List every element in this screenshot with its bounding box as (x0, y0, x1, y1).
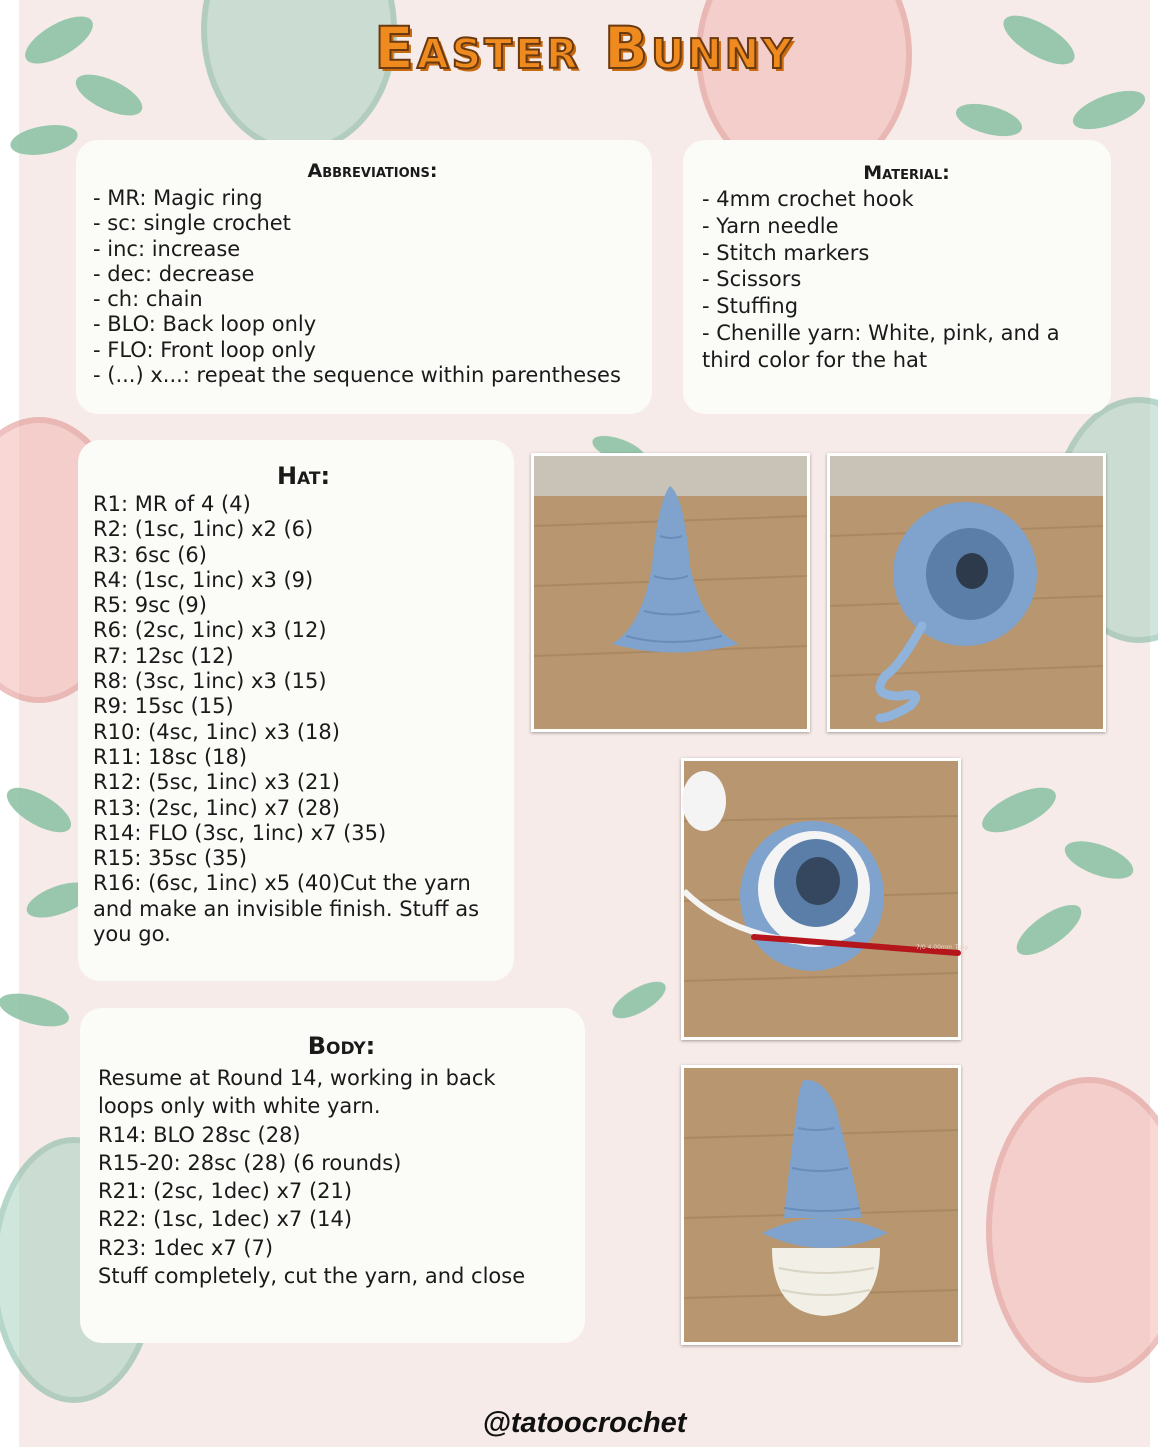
list-item: - MR: Magic ring (93, 186, 263, 210)
list-item: R5: 9sc (9) (93, 593, 207, 618)
hat-card (78, 440, 514, 981)
list-item: - Yarn needle (702, 213, 839, 238)
list-item: R3: 6sc (6) (93, 542, 207, 567)
list-item: - (...) x...: repeat the sequence within parentheses (93, 363, 621, 388)
material-heading: Material: (863, 162, 950, 184)
list-item: R23: 1dec x7 (7) (98, 1235, 274, 1260)
list-item: R16: (6sc, 1inc) x5 (40)Cut the yarn and make an invisible finish. Stuff as you go. (93, 871, 480, 947)
list-item: R2: (1sc, 1inc) x2 (6) (93, 517, 314, 542)
list-item: - ch: chain (93, 287, 203, 312)
list-item: R8: (3sc, 1inc) x3 (15) (93, 669, 327, 694)
body-heading: Body: (307, 1032, 376, 1060)
hat-with-body-photo (681, 1065, 961, 1345)
list-item: - BLO: Back loop only (93, 312, 317, 337)
list-item: R10: (4sc, 1inc) x3 (18) (93, 719, 340, 744)
list-item: R21: (2sc, 1dec) x7 (21) (98, 1179, 353, 1204)
list-item: R14: FLO (3sc, 1inc) x7 (35) (93, 820, 387, 845)
hook-size-label: 7/0 4.00mm Tulip (916, 944, 969, 951)
hat-cone-photo (531, 453, 810, 732)
material-list (702, 186, 1111, 374)
list-item: R14: BLO 28sc (28) (98, 1122, 301, 1147)
hat-with-hook-photo (681, 758, 969, 1040)
hat-heading: Hat: (276, 462, 331, 490)
abbreviations-card (76, 140, 652, 414)
list-item: R15: 35sc (35) (93, 846, 248, 871)
list-item: - sc: single crochet (93, 211, 291, 236)
list-item: R22: (1sc, 1dec) x7 (14) (98, 1207, 353, 1232)
list-item: - Stitch markers (702, 240, 870, 265)
pattern-page (19, 0, 1150, 1447)
list-item: R9: 15sc (15) (93, 694, 234, 719)
list-item: Stuff completely, cut the yarn, and close (98, 1264, 526, 1289)
list-item: - Chenille yarn: White, pink, and a third color for the hat (702, 320, 1060, 372)
list-item: - inc: increase (93, 236, 241, 261)
body-card (80, 1008, 585, 1343)
material-card (683, 140, 1111, 414)
abbreviations-list (93, 186, 652, 388)
hat-rounds-list (93, 492, 514, 947)
list-item: R6: (2sc, 1inc) x3 (12) (93, 618, 327, 643)
list-item: R15-20: 28sc (28) (6 rounds) (98, 1150, 402, 1175)
page-title: Easter Bunny (374, 14, 795, 82)
list-item: R11: 18sc (18) (93, 744, 248, 769)
list-item: R13: (2sc, 1inc) x7 (28) (93, 795, 340, 820)
list-item: - Stuffing (702, 294, 799, 319)
list-item: R12: (5sc, 1inc) x3 (21) (93, 770, 340, 795)
author-handle: @tatoocrochet (482, 1407, 687, 1439)
list-item: R1: MR of 4 (4) (93, 492, 251, 516)
list-item: - Scissors (702, 267, 802, 292)
list-item: loops only with white yarn. (98, 1094, 381, 1119)
list-item: - 4mm crochet hook (702, 187, 914, 211)
list-item: R7: 12sc (12) (93, 643, 234, 668)
list-item: Resume at Round 14, working in back (98, 1066, 496, 1090)
hat-opening-photo (827, 453, 1106, 732)
list-item: R4: (1sc, 1inc) x3 (9) (93, 567, 314, 592)
list-item: - dec: decrease (93, 261, 255, 286)
body-instructions-list (98, 1064, 585, 1290)
list-item: - FLO: Front loop only (93, 337, 316, 362)
abbreviations-heading: Abbreviations: (307, 160, 438, 182)
